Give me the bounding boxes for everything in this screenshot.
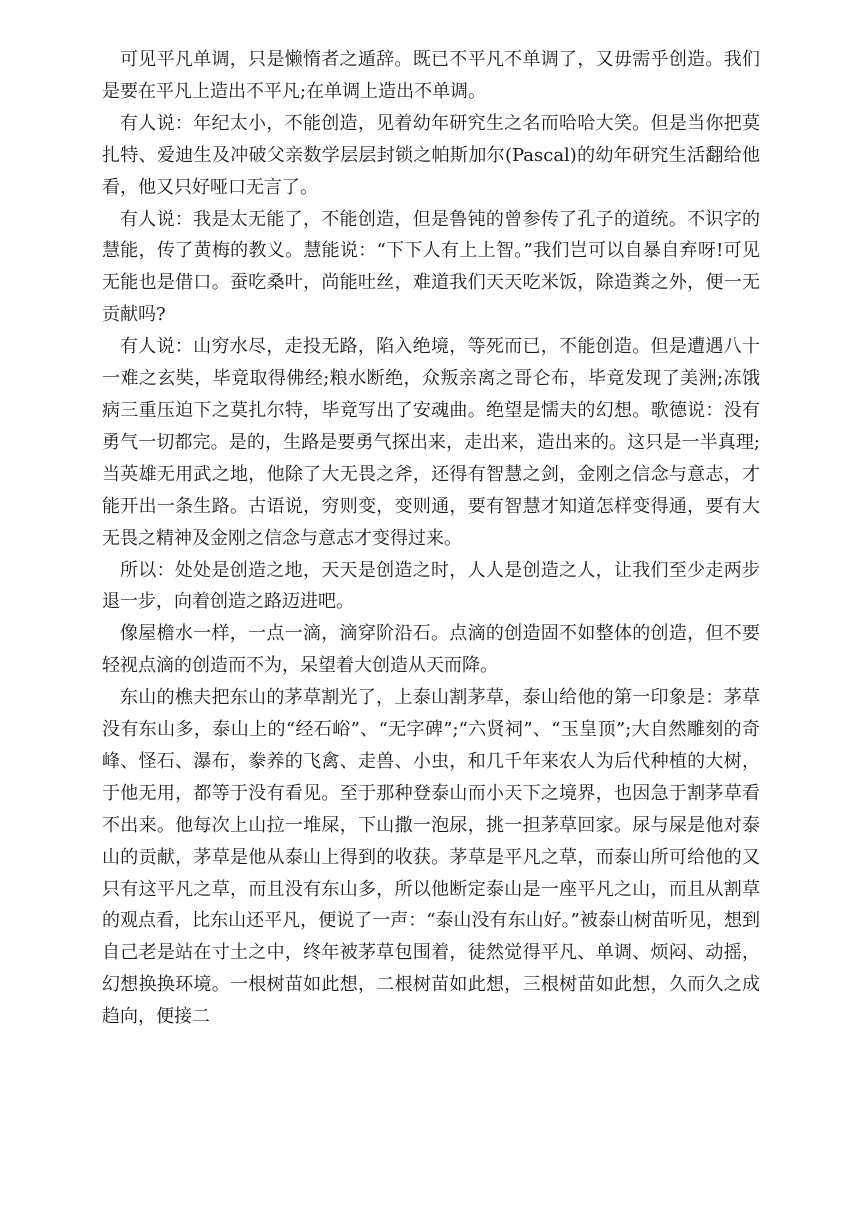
paragraph-5: 所以：处处是创造之地，天天是创造之时，人人是创造之人，让我们至少走两步退一步，向着创造之路迈进吧。 [102, 559, 760, 613]
paragraph-3: 有人说：我是太无能了，不能创造，但是鲁钝的曾参传了孔子的道统。不识字的慧能，传了黄梅的教义。慧能说：“下下人有上上智。”我们岂可以自暴自弃呀!可见无能也是借口。蚕吃桑叶，尚能吐丝，难道我们天天吃米饭，除造粪之外，便一无贡献吗? [102, 208, 760, 326]
paragraph-7: 东山的樵夫把东山的茅草割光了，上泰山割茅草，泰山给他的第一印象是：茅草没有东山多，泰山上的“经石峪”、“无字碑”;“六贤祠”、“玉皇顶”;大自然雕刻的奇峰、怪石、瀑布，豢养的飞禽、走兽、小虫，和几千年来农人为后代种植的大树，于他无用，都等于没有看见。至于那种登泰山而小天下之境界，也因急于割茅草看不出来。他每次上山拉一堆屎，下山撒一泡尿，挑一担茅草回家。尿与屎是他对泰山的贡献，茅草是他从泰山上得到的收获。茅草是平凡之草，而泰山所可给他的又只有这平凡之草，而且没有东山多，所以他断定泰山是一座平凡之山，而且从割草的观点看，比东山还平凡，便说了一声：“泰山没有东山好。”被泰山树苗听见，想到自己老是站在寸土之中，终年被茅草包围着，徒然觉得平凡、单调、烦闷、动摇，幻想换换环境。一根树苗如此想，二根树苗如此想，三根树苗如此想，久而久之成趋向，便接二 [102, 687, 760, 1028]
paragraph-2: 有人说：年纪太小，不能创造，见着幼年研究生之名而哈哈大笑。但是当你把莫扎特、爱迪生及冲破父亲数学层层封锁之帕斯加尔(Pascal)的幼年研究生活翻给他看，他又只好哑口无言了。 [102, 112, 760, 198]
paragraph-6: 像屋檐水一样，一点一滴，滴穿阶沿石。点滴的创造固不如整体的创造，但不要轻视点滴的创造而不为，呆望着大创造从天而降。 [102, 623, 760, 677]
paragraph-1: 可见平凡单调，只是懒惰者之遁辞。既已不平凡不单调了，又毋需乎创造。我们是要在平凡上造出不平凡;在单调上造出不单调。 [102, 49, 760, 102]
document-page [102, 44, 760, 1033]
paragraph-4: 有人说：山穷水尽，走投无路，陷入绝境，等死而已，不能创造。但是遭遇八十一难之玄奘，毕竟取得佛经;粮水断绝，众叛亲离之哥仑布，毕竟发现了美洲;冻饿病三重压迫下之莫扎尔特，毕竟写出了安魂曲。绝望是懦夫的幻想。歌德说：没有勇气一切都完。是的，生路是要勇气探出来，走出来，造出来的。这只是一半真理;当英雄无用武之地，他除了大无畏之斧，还得有智慧之剑，金刚之信念与意志，才能开出一条生路。古语说，穷则变，变则通，要有智慧才知道怎样变得通，要有大无畏之精神及金刚之信念与意志才变得过来。 [102, 336, 760, 549]
